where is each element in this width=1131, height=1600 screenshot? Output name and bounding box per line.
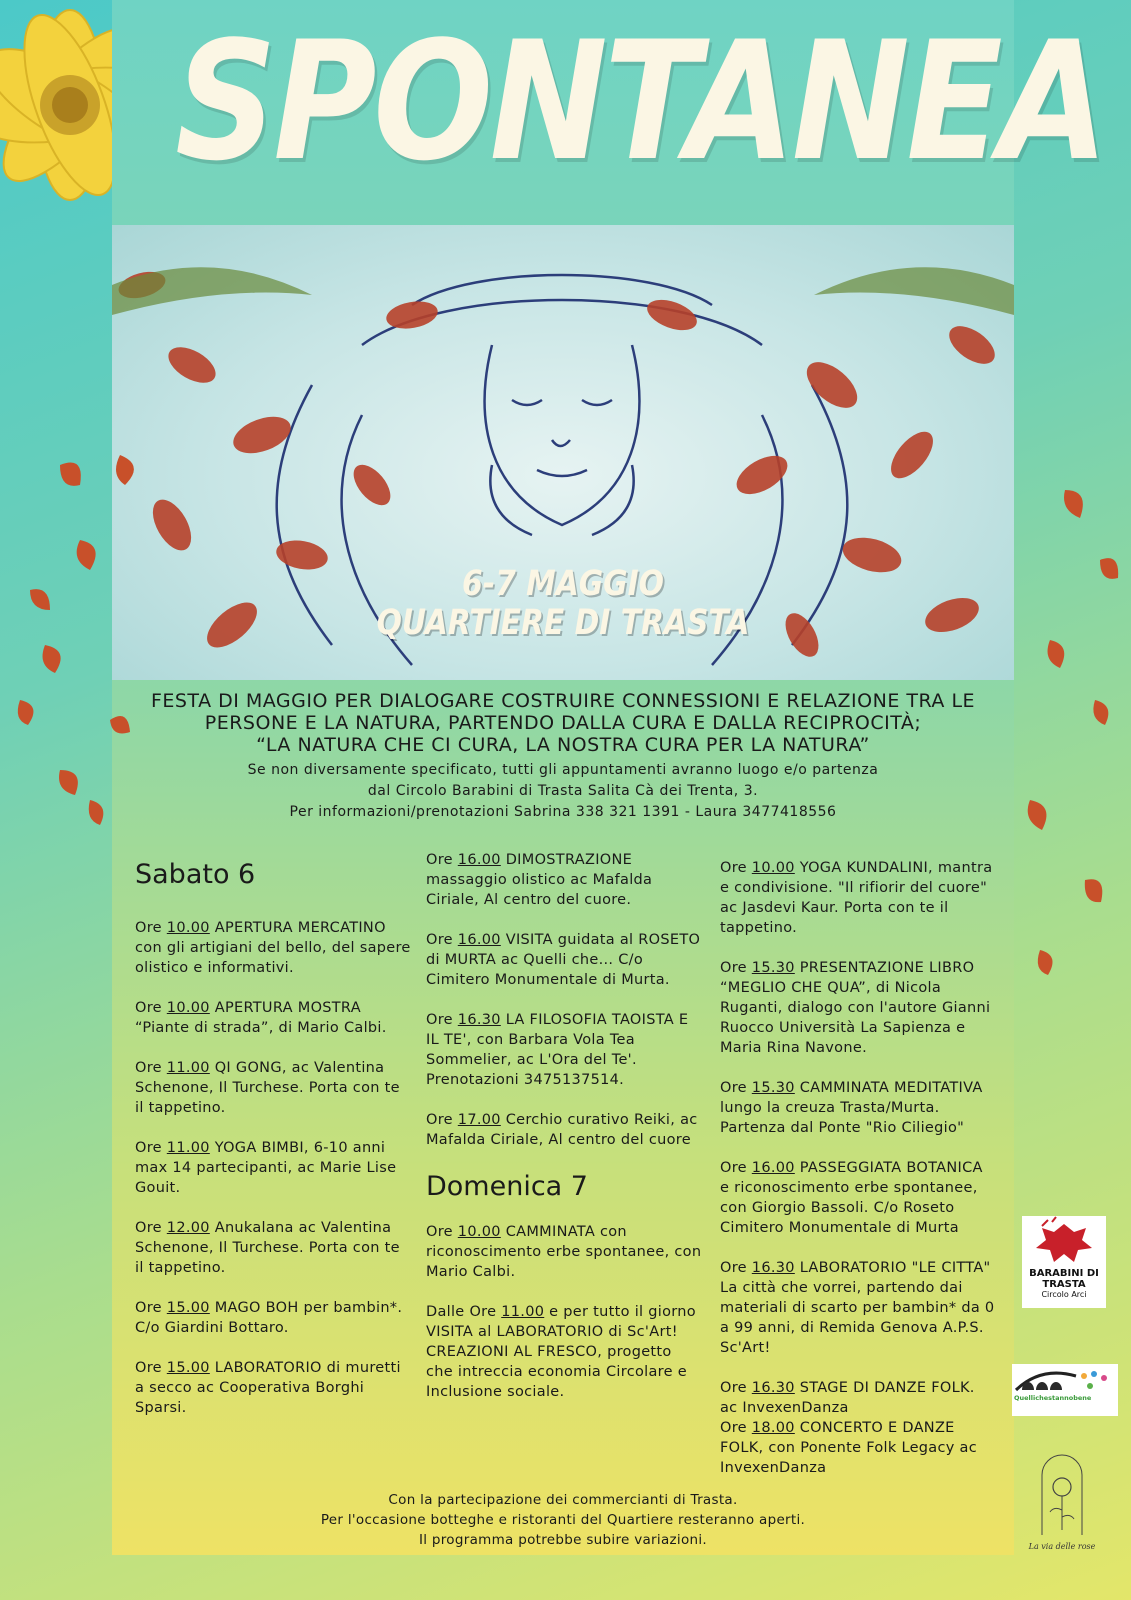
event-time: 17.00 — [457, 1112, 501, 1128]
event-item: Ore 16.00 DIMOSTRAZIONE massaggio olistico ac Mafalda Ciriale, Al centro del cuore. — [426, 852, 653, 908]
event-date-place — [312, 565, 814, 642]
event-item: Ore 10.00 YOGA KUNDALINI, mantra e condivisione. "Il rifiorir del cuore" ac Jasdevi Kaur. Porta con te il tappetino. — [720, 860, 993, 936]
intro-section — [120, 690, 1006, 823]
footer-line: Per l'occasione botteghe e ristoranti del Quartiere resteranno aperti. — [320, 1512, 806, 1528]
quellichestannobene-logo — [1012, 1364, 1118, 1416]
event-dates: 6-7 MAGGIO — [462, 564, 664, 604]
details-line: Se non diversamente specificato, tutti gli appuntamenti avranno luogo e/o partenza — [247, 762, 879, 778]
program-column-1 — [135, 850, 411, 1438]
event-time: 10.00 — [457, 1224, 501, 1240]
event-time: 10.00 — [166, 920, 210, 936]
barabini-name: BARABINI DI TRASTA — [1029, 1268, 1099, 1290]
headline-line: PERSONE E LA NATURA, PARTENDO DALLA CURA E DALLA RECIPROCITÀ; — [204, 712, 922, 734]
program-column-3 — [720, 858, 996, 1498]
footer-line: Il programma potrebbe subire variazioni. — [418, 1532, 708, 1548]
intro-details — [120, 760, 1006, 823]
event-item: Ore 17.00 Cerchio curativo Reiki, ac Mafalda Ciriale, Al centro del cuore — [426, 1112, 698, 1148]
event-item: Ore 16.30 LA FILOSOFIA TAOISTA E IL TE', con Barbara Vola Tea Sommelier, ac L'Ora del Te'. Prenotazioni 3475137514. — [426, 1012, 689, 1088]
event-title: SPONTANEA — [175, 6, 1106, 197]
event-time: 16.30 — [457, 1012, 501, 1028]
event-time: 11.00 — [501, 1304, 545, 1320]
program-column-2 — [426, 850, 702, 1422]
event-item: Ore 15.00 LABORATORIO di muretti a secco ac Cooperativa Borghi Sparsi. — [135, 1360, 401, 1416]
event-item: Ore 10.00 APERTURA MERCATINO con gli artigiani del bello, del sapere olistico e informativi. — [135, 920, 411, 976]
day-heading-sunday: Domenica 7 — [426, 1171, 588, 1202]
event-item: Ore 15.30 CAMMINATA MEDITATIVA lungo la creuza Trasta/Murta. Partenza dal Ponte "Rio Ciliegio" — [720, 1080, 983, 1136]
event-item: Ore 10.00 CAMMINATA con riconoscimento erbe spontanee, con Mario Calbi. — [426, 1224, 702, 1280]
headline-line: “LA NATURA CHE CI CURA, LA NOSTRA CURA PER LA NATURA” — [256, 734, 870, 756]
details-line: dal Circolo Barabini di Trasta Salita Cà dei Trenta, 3. — [367, 783, 759, 799]
event-item: Ore 11.00 QI GONG, ac Valentina Schenone, Il Turchese. Porta con te il tappetino. — [135, 1060, 400, 1116]
event-time: 15.30 — [751, 960, 795, 976]
intro-headline — [120, 690, 1006, 756]
event-time: 15.30 — [751, 1080, 795, 1096]
rose-icon — [1012, 1445, 1112, 1540]
event-time: 10.00 — [751, 860, 795, 876]
via-delle-rose-logo — [1012, 1445, 1112, 1565]
event-time: 16.00 — [457, 852, 501, 868]
event-item: Ore 18.00 CONCERTO E DANZE FOLK, con Ponente Folk Legacy ac InvexenDanza — [720, 1420, 977, 1476]
event-item: Ore 12.00 Anukalana ac Valentina Schenone, Il Turchese. Porta con te il tappetino. — [135, 1220, 400, 1276]
event-time: 11.00 — [166, 1060, 210, 1076]
event-time: 10.00 — [166, 1000, 210, 1016]
grape-leaf-icon — [1022, 1216, 1106, 1268]
barabini-logo — [1022, 1216, 1106, 1308]
event-time: 16.00 — [751, 1160, 795, 1176]
event-time: 15.00 — [166, 1360, 210, 1376]
event-location: QUARTIERE DI TRASTA — [376, 602, 750, 643]
event-item: Ore 16.00 PASSEGGIATA BOTANICA e riconoscimento erbe spontanee, con Giorgio Bassoli. C/o Roseto Cimitero Monumentale di Murta — [720, 1160, 983, 1236]
event-time: 16.30 — [751, 1380, 795, 1396]
event-time: 15.00 — [166, 1300, 210, 1316]
event-time: 18.00 — [751, 1420, 795, 1436]
event-item: Ore 10.00 APERTURA MOSTRA “Piante di strada”, di Mario Calbi. — [135, 1000, 387, 1036]
event-time: 16.30 — [751, 1260, 795, 1276]
event-time: 11.00 — [166, 1140, 210, 1156]
event-item: Ore 15.30 PRESENTAZIONE LIBRO “MEGLIO CHE QUA”, di Nicola Ruganti, dialogo con l'autore Gianni Ruocco Università La Sapienza e Maria Rina Navone. — [720, 960, 991, 1056]
event-time: 12.00 — [166, 1220, 210, 1236]
hills-icon — [1012, 1364, 1118, 1394]
day-heading-saturday: Sabato 6 — [135, 859, 256, 890]
via-rose-name: La via delle rose — [1028, 1542, 1096, 1551]
details-line: Per informazioni/prenotazioni Sabrina 338 321 1391 - Laura 3477418556 — [289, 804, 837, 820]
event-item: Ore 16.00 VISITA guidata al ROSETO di MURTA ac Quelli che... C/o Cimitero Monumentale di Murta. — [426, 932, 701, 988]
headline-line: FESTA DI MAGGIO PER DIALOGARE COSTRUIRE CONNESSIONI E RELAZIONE TRA LE — [150, 690, 976, 712]
event-item: Ore 16.30 LABORATORIO "LE CITTA" La città che vorrei, partendo dai materiali di scarto per bambin* da 0 a 99 anni, di Remida Genova A.P.S. Sc'Art! — [720, 1260, 995, 1356]
barabini-subtitle: Circolo Arci — [1041, 1290, 1087, 1299]
footer-notes — [112, 1490, 1014, 1550]
event-time: 16.00 — [457, 932, 501, 948]
event-item: Ore 16.30 STAGE DI DANZE FOLK. ac InvexenDanza — [720, 1380, 975, 1416]
footer-line: Con la partecipazione dei commercianti di Trasta. — [388, 1492, 738, 1508]
quelli-name: Quellichestannobene — [1014, 1394, 1092, 1402]
event-item: Ore 11.00 YOGA BIMBI, 6-10 anni max 14 partecipanti, ac Marie Lise Gouit. — [135, 1140, 397, 1196]
event-item: Ore 15.00 MAGO BOH per bambin*. C/o Giardini Bottaro. — [135, 1300, 403, 1336]
event-item: Dalle Ore 11.00 e per tutto il giorno VISITA al LABORATORIO di Sc'Art! CREAZIONI AL FRESCO, progetto che intreccia economia Circolare e Inclusione sociale. — [426, 1304, 696, 1400]
